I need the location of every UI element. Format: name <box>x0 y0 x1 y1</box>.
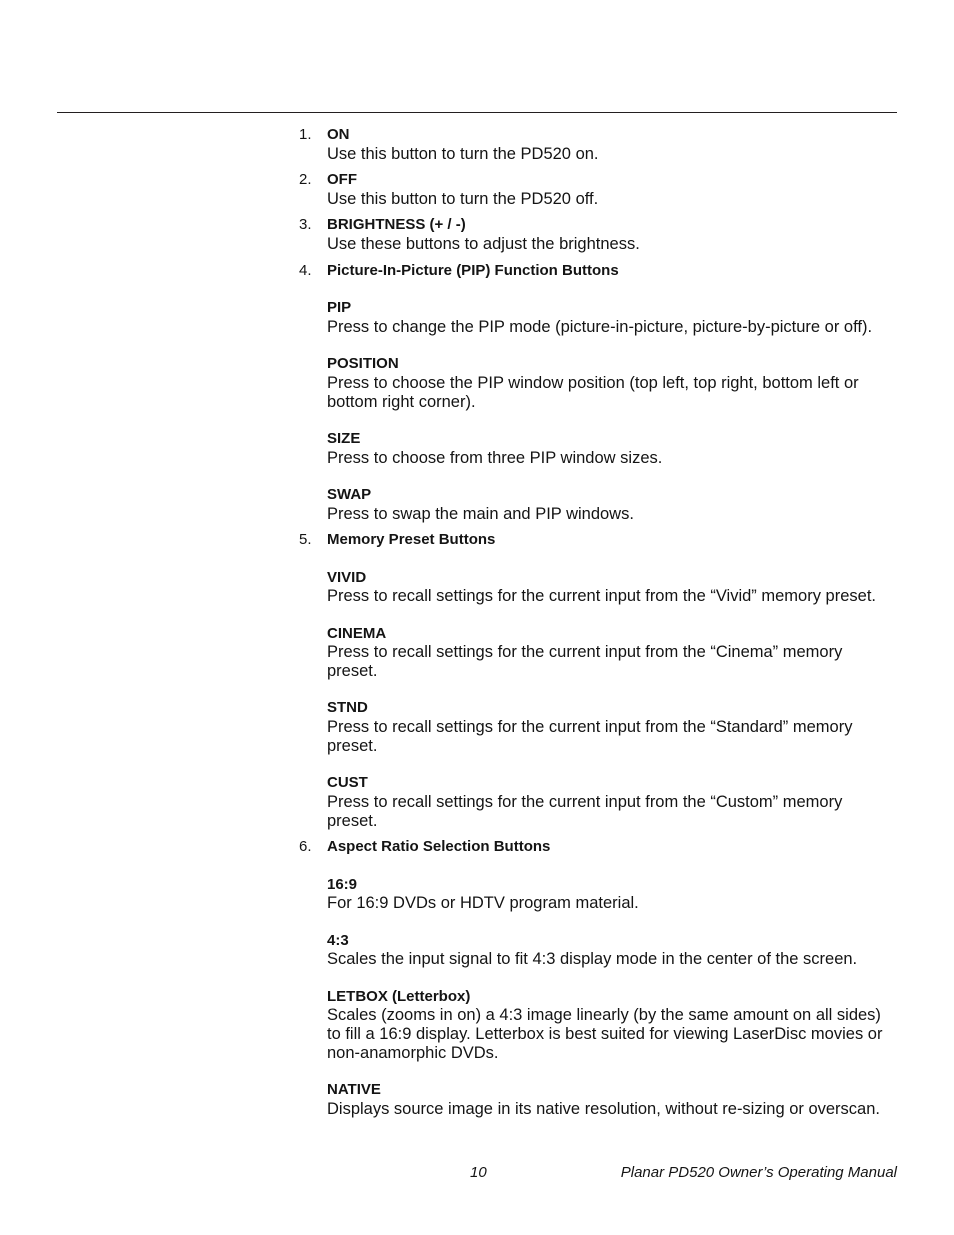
item-body <box>327 126 897 163</box>
list-item-memory-preset-buttons <box>299 531 897 830</box>
item-body <box>327 262 897 524</box>
description-line: Scales the input signal to fit 4:3 display mode in the center of the screen. <box>327 950 858 969</box>
button-label: NATIVE <box>327 1081 381 1099</box>
description-line: Press to change the PIP mode (picture-in-picture, picture-by-picture or off). <box>327 317 873 336</box>
description-line: Press to choose from three PIP window sizes. <box>327 448 663 467</box>
description-line: Use this button to turn the PD520 on. <box>327 144 599 163</box>
item-number: 1. <box>299 126 312 143</box>
remote-buttons-list <box>299 126 897 1119</box>
button-label: CUST <box>327 774 368 792</box>
description-line: Press to recall settings for the current input from the “Custom” memory <box>327 792 843 811</box>
header-rule <box>57 112 897 113</box>
list-item-pip-function-buttons <box>299 262 897 524</box>
description-line: bottom right corner). <box>327 392 476 411</box>
item-body <box>327 838 897 1118</box>
item-number: 3. <box>299 216 312 234</box>
item-title: Aspect Ratio Selection Buttons <box>327 838 551 856</box>
description-line: Press to choose the PIP window position (top left, top right, bottom left or <box>327 373 859 392</box>
item-title: Memory Preset Buttons <box>327 531 496 549</box>
description-line: preset. <box>327 736 378 755</box>
button-label: LETBOX (Letterbox) <box>327 987 471 1005</box>
button-entry-cinema <box>327 625 897 681</box>
item-title: ON <box>327 126 350 143</box>
description-line: Use this button to turn the PD520 off. <box>327 189 599 208</box>
button-entry-position <box>327 355 897 411</box>
list-item-brightness <box>299 216 897 253</box>
button-entry-cust <box>327 774 897 830</box>
button-label: SIZE <box>327 429 361 447</box>
manual-title: Planar PD520 Owner’s Operating Manual <box>620 1164 897 1181</box>
item-body <box>327 531 897 830</box>
item-number: 4. <box>299 261 312 279</box>
description-line: to fill a 16:9 display. Letterbox is best suited for viewing LaserDisc movies or <box>327 1025 883 1044</box>
button-label: STND <box>327 699 368 717</box>
item-body <box>327 216 897 253</box>
button-label: VIVID <box>327 568 367 586</box>
list-item-on <box>299 126 897 163</box>
button-entry-size <box>327 430 897 467</box>
button-label: 4:3 <box>327 931 349 949</box>
item-title: OFF <box>327 171 357 189</box>
list-item-aspect-ratio-buttons <box>299 838 897 1118</box>
item-number: 5. <box>299 531 312 549</box>
item-number: 6. <box>299 838 312 856</box>
button-entry-vivid <box>327 569 897 606</box>
button-entry-native <box>327 1081 897 1118</box>
button-entry-stnd <box>327 699 897 755</box>
description-line: For 16:9 DVDs or HDTV program material. <box>327 894 639 913</box>
description-line: Press to swap the main and PIP windows. <box>327 504 634 523</box>
item-title: Picture-In-Picture (PIP) Function Buttons <box>327 261 619 279</box>
button-entry-16-9 <box>327 876 897 913</box>
list-item-off <box>299 171 897 208</box>
button-entry-letbox <box>327 988 897 1063</box>
description-line: Press to recall settings for the current input from the “Vivid” memory preset. <box>327 587 876 606</box>
button-entry-pip <box>327 299 897 336</box>
page-number: 10 <box>470 1164 487 1181</box>
description-line: non-anamorphic DVDs. <box>327 1043 499 1062</box>
description-line: Use these buttons to adjust the brightness. <box>327 235 640 254</box>
description-line: Scales (zooms in on) a 4:3 image linearly (by the same amount on all sides) <box>327 1006 881 1025</box>
description-line: preset. <box>327 811 378 830</box>
item-number: 2. <box>299 171 312 189</box>
button-label: POSITION <box>327 355 399 373</box>
button-label: PIP <box>327 299 352 316</box>
button-label: SWAP <box>327 485 372 503</box>
button-label: CINEMA <box>327 624 387 642</box>
button-label: 16:9 <box>327 875 358 893</box>
button-entry-swap <box>327 486 897 523</box>
description-line: Press to recall settings for the current input from the “Standard” memory <box>327 718 853 737</box>
description-line: preset. <box>327 662 378 681</box>
description-line: Displays source image in its native resolution, without re-sizing or overscan. <box>327 1099 880 1118</box>
item-body <box>327 171 897 208</box>
item-title: BRIGHTNESS (+ / -) <box>327 216 466 234</box>
button-entry-4-3 <box>327 932 897 969</box>
description-line: Press to recall settings for the current input from the “Cinema” memory <box>327 643 843 662</box>
